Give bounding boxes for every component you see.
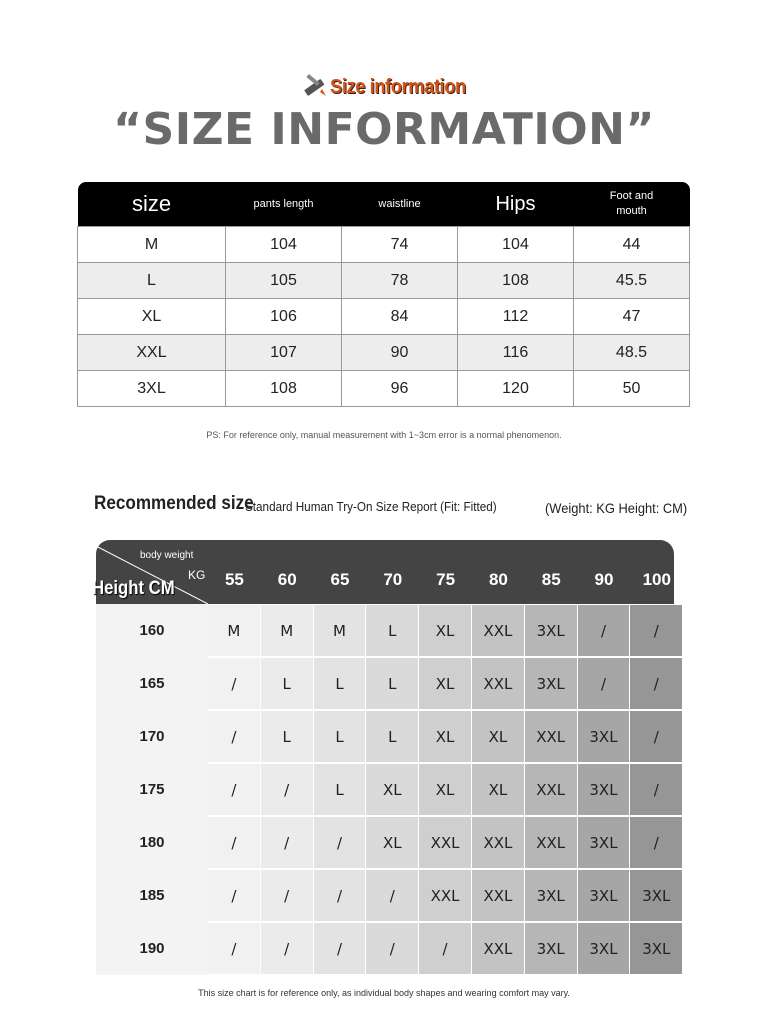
size-recommendation-cell: XL xyxy=(419,764,471,815)
height-row-label: 180 xyxy=(96,816,208,869)
column-header-foot-and-mouth: Foot and mouth xyxy=(574,182,690,227)
size-recommendation-cell: / xyxy=(208,817,260,868)
height-row-label: 170 xyxy=(96,710,208,763)
size-recommendation-cell: M xyxy=(314,605,366,656)
size-recommendation-cell: XL xyxy=(419,605,471,656)
waistline-cell: 84 xyxy=(342,299,458,335)
size-recommendation-cell: 3XL xyxy=(525,870,577,921)
size-recommendation-cell: XXL xyxy=(472,923,524,974)
foot-mouth-cell: 48.5 xyxy=(574,335,690,371)
size-recommendation-cell: L xyxy=(314,764,366,815)
table-row xyxy=(78,335,690,371)
size-recommendation-cell: / xyxy=(208,923,260,974)
size-recommendation-cell: / xyxy=(578,605,630,656)
size-recommendation-cell: L xyxy=(366,711,418,762)
column-header-size: size xyxy=(78,182,226,227)
size-recommendation-cell: / xyxy=(630,658,682,709)
waistline-cell: 90 xyxy=(342,335,458,371)
size-recommendation-cell: 3XL xyxy=(630,923,682,974)
waistline-cell: 74 xyxy=(342,227,458,263)
size-table-header xyxy=(78,182,690,227)
size-recommendation-cell: / xyxy=(314,870,366,921)
size-recommendation-cell: XL xyxy=(366,764,418,815)
weight-column-header: 80 xyxy=(488,570,508,589)
recommended-size-units: (Weight: KG Height: CM) xyxy=(545,500,688,516)
hips-cell: 112 xyxy=(458,299,574,335)
size-recommendation-cell: / xyxy=(208,658,260,709)
size-cell: M xyxy=(78,227,226,263)
size-cell: XXL xyxy=(78,335,226,371)
size-recommendation-cell: / xyxy=(261,870,313,921)
size-recommendation-cell: / xyxy=(630,817,682,868)
size-recommendation-cell: XXL xyxy=(472,870,524,921)
size-recommendation-cell: XXL xyxy=(525,764,577,815)
size-recommendation-cell: / xyxy=(314,817,366,868)
foot-mouth-cell: 47 xyxy=(574,299,690,335)
size-recommendation-cell: / xyxy=(419,923,471,974)
column-header-waistline: waistline xyxy=(342,182,458,227)
size-recommendation-cell: XXL xyxy=(419,817,471,868)
size-cell: XL xyxy=(78,299,226,335)
size-recommendation-cell: / xyxy=(261,923,313,974)
pants-length-cell: 105 xyxy=(226,263,342,299)
size-recommendation-cell: / xyxy=(630,764,682,815)
size-recommendation-cell: / xyxy=(314,923,366,974)
size-recommendation-cell: L xyxy=(314,711,366,762)
size-recommendation-cell: 3XL xyxy=(578,764,630,815)
size-recommendation-cell: XXL xyxy=(472,658,524,709)
size-information-badge xyxy=(300,70,480,102)
hips-cell: 116 xyxy=(458,335,574,371)
size-recommendation-cell: 3XL xyxy=(525,923,577,974)
hips-cell: 120 xyxy=(458,371,574,407)
height-row-label: 190 xyxy=(96,922,208,975)
size-recommendation-cell: XXL xyxy=(472,605,524,656)
foot-mouth-cell: 45.5 xyxy=(574,263,690,299)
size-recommendation-cell: / xyxy=(578,658,630,709)
table-row xyxy=(78,227,690,263)
corner-weight-label: body weight xyxy=(140,550,194,561)
page-title: “SIZE INFORMATION” xyxy=(113,104,655,155)
size-recommendation-cell: / xyxy=(208,711,260,762)
corner-kg-label: KG xyxy=(188,568,206,582)
size-recommendation-cell: XL xyxy=(419,711,471,762)
size-recommendation-cell: / xyxy=(630,711,682,762)
corner-height-label: Height CM xyxy=(92,578,175,599)
size-recommendation-cell: XL xyxy=(472,711,524,762)
weight-column-header: 55 xyxy=(224,570,244,589)
waistline-cell: 96 xyxy=(342,371,458,407)
badge-label: Size information xyxy=(330,76,466,98)
weight-column-header: 85 xyxy=(541,570,561,589)
table-row xyxy=(78,263,690,299)
size-recommendation-cell: L xyxy=(261,658,313,709)
recommended-size-note: This size chart is for reference only, as individual body shapes and wearing comfort may vary. xyxy=(198,988,570,998)
pants-length-cell: 106 xyxy=(226,299,342,335)
size-cell: L xyxy=(78,263,226,299)
size-recommendation-cell: L xyxy=(261,711,313,762)
size-recommendation-cell: / xyxy=(366,923,418,974)
height-row-label: 165 xyxy=(96,657,208,710)
size-recommendation-cell: / xyxy=(208,870,260,921)
column-header-pants-length: pants length xyxy=(226,182,342,227)
size-table xyxy=(77,182,690,407)
hips-cell: 104 xyxy=(458,227,574,263)
height-row-label: 175 xyxy=(96,763,208,816)
size-recommendation-cell: 3XL xyxy=(578,923,630,974)
weight-column-header: 60 xyxy=(277,570,297,589)
recommended-size-title: Recommended size xyxy=(94,493,254,514)
size-recommendation-cell: / xyxy=(208,764,260,815)
size-recommendation-cell: 3XL xyxy=(578,870,630,921)
size-recommendation-cell: XXL xyxy=(419,870,471,921)
size-recommendation-cell: 3XL xyxy=(525,658,577,709)
pencil-ruler-icon xyxy=(300,70,330,100)
weight-column-header: 75 xyxy=(436,570,456,589)
table-row xyxy=(78,299,690,335)
size-recommendation-cell: XL xyxy=(366,817,418,868)
size-recommendation-cell: L xyxy=(366,658,418,709)
size-recommendation-cell: / xyxy=(261,764,313,815)
size-table-note: PS: For reference only, manual measurement with 1~3cm error is a normal phenomenon. xyxy=(206,430,562,440)
recommended-size-grid xyxy=(92,540,674,976)
size-recommendation-cell: XL xyxy=(472,764,524,815)
waistline-cell: 78 xyxy=(342,263,458,299)
hips-cell: 108 xyxy=(458,263,574,299)
pants-length-cell: 108 xyxy=(226,371,342,407)
size-recommendation-cell: XXL xyxy=(525,711,577,762)
size-recommendation-cell: XL xyxy=(419,658,471,709)
size-recommendation-cell: 3XL xyxy=(578,817,630,868)
pants-length-cell: 107 xyxy=(226,335,342,371)
table-row xyxy=(78,371,690,407)
pants-length-cell: 104 xyxy=(226,227,342,263)
column-header-hips: Hips xyxy=(458,182,574,227)
height-row-label: 185 xyxy=(96,869,208,922)
foot-mouth-cell: 44 xyxy=(574,227,690,263)
height-row-label: 160 xyxy=(96,604,208,657)
size-recommendation-cell: 3XL xyxy=(630,870,682,921)
size-recommendation-cell: 3XL xyxy=(578,711,630,762)
size-cell: 3XL xyxy=(78,371,226,407)
size-recommendation-cell: L xyxy=(366,605,418,656)
size-recommendation-cell: / xyxy=(630,605,682,656)
weight-column-header: 65 xyxy=(330,570,350,589)
size-recommendation-cell: XXL xyxy=(472,817,524,868)
size-recommendation-cell: M xyxy=(208,605,260,656)
size-recommendation-cell: / xyxy=(366,870,418,921)
weight-column-header: 90 xyxy=(594,570,614,589)
recommended-size-subtitle: Standard Human Try-On Size Report (Fit: Fitted) xyxy=(245,499,497,514)
size-recommendation-cell: XXL xyxy=(525,817,577,868)
size-recommendation-cell: L xyxy=(314,658,366,709)
foot-mouth-cell: 50 xyxy=(574,371,690,407)
size-recommendation-cell: / xyxy=(261,817,313,868)
size-recommendation-cell: 3XL xyxy=(525,605,577,656)
weight-column-header: 100 xyxy=(642,570,671,589)
weight-column-header: 70 xyxy=(383,570,403,589)
size-recommendation-cell: M xyxy=(261,605,313,656)
